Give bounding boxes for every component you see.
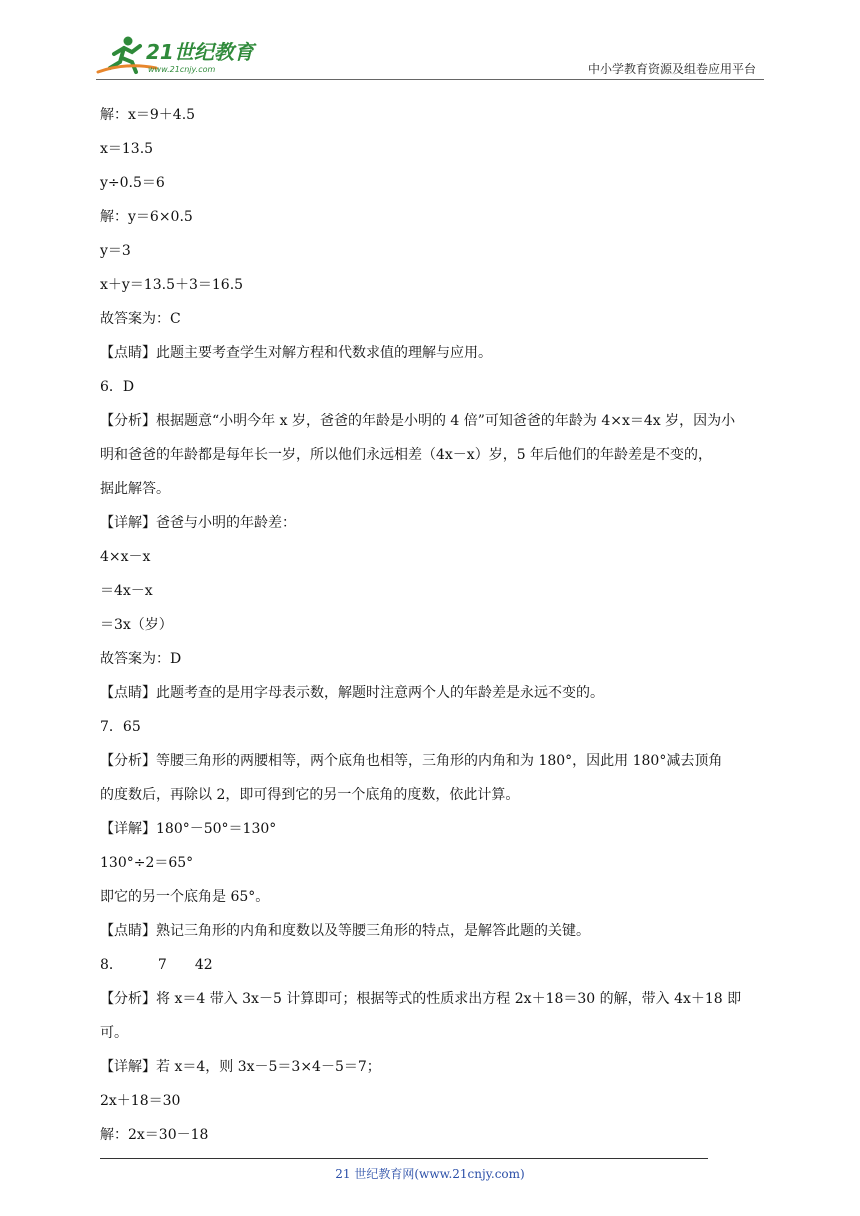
text-line: 可。 [100,1025,128,1041]
page-header [96,28,764,80]
text-line: 【分析】等腰三角形的两腰相等，两个底角也相等，三角形的内角和为 180°，因此用 180°减去顶角 [100,753,723,769]
text-line: 据此解答。 [100,481,170,497]
text-line: 【分析】根据题意“小明今年 x 岁，爸爸的年龄是小明的 4 倍”可知爸爸的年龄为 4×x＝4x 岁，因为小 [100,413,736,429]
text-line: 【分析】将 x＝4 带入 3x－5 计算即可；根据等式的性质求出方程 2x＋18＝30 的解，带入 4x＋18 即 [100,991,742,1007]
header-platform-name: 中小学教育资源及组卷应用平台 [587,62,756,76]
question-answer: 6．D [100,379,135,395]
text-line: y÷0.5＝6 [100,175,165,191]
text-line: ＝3x（岁） [100,617,173,633]
text-line: 的度数后，再除以 2，即可得到它的另一个底角的度数，依此计算。 [100,787,520,803]
footer-divider [100,1158,708,1159]
text-line: 解：x＝9＋4.5 [100,107,196,123]
footer-site-link[interactable]: 21 世纪教育网(www.21cnjy.com) [335,1167,525,1181]
text-line: 4×x－x [100,549,151,565]
text-line: 明和爸爸的年龄都是每年长一岁，所以他们永远相差（4x－x）岁，5 年后他们的年龄差是不变的， [100,447,713,463]
text-line: 【点睛】此题考查的是用字母表示数，解题时注意两个人的年龄差是永远不变的。 [100,685,604,701]
text-line: 故答案为：C [100,311,181,327]
text-line: 解：y＝6×0.5 [100,209,193,225]
question-answer: 7．65 [100,719,141,735]
text-line: 解：2x＝30－18 [100,1127,209,1143]
text-line: ＝4x－x [100,583,153,599]
text-line: 故答案为：D [100,651,182,667]
text-line: 【点睛】此题主要考查学生对解方程和代数求值的理解与应用。 [100,345,492,361]
21cnjy-logo [96,32,266,76]
text-line: 130°÷2＝65° [100,855,194,871]
logo-url: www.21cnjy.com [148,65,216,74]
answer-content [100,98,770,1152]
question-answer: 8． 7 42 [100,957,213,973]
text-line: y＝3 [100,243,131,259]
text-line: 【详解】若 x＝4，则 3x－5＝3×4－5＝7； [100,1059,381,1075]
header-divider [96,79,764,80]
text-line: 【点睛】熟记三角形的内角和度数以及等腰三角形的特点，是解答此题的关键。 [100,923,590,939]
text-line: 即它的另一个底角是 65°。 [100,889,270,905]
logo-title: 21世纪教育 [146,40,254,64]
text-line: 2x＋18＝30 [100,1093,181,1109]
text-line: 【详解】180°－50°＝130° [100,821,277,837]
text-line: x＋y＝13.5＋3＝16.5 [100,277,244,293]
text-line: x＝13.5 [100,141,154,157]
text-line: 【详解】爸爸与小明的年龄差： [100,515,296,531]
